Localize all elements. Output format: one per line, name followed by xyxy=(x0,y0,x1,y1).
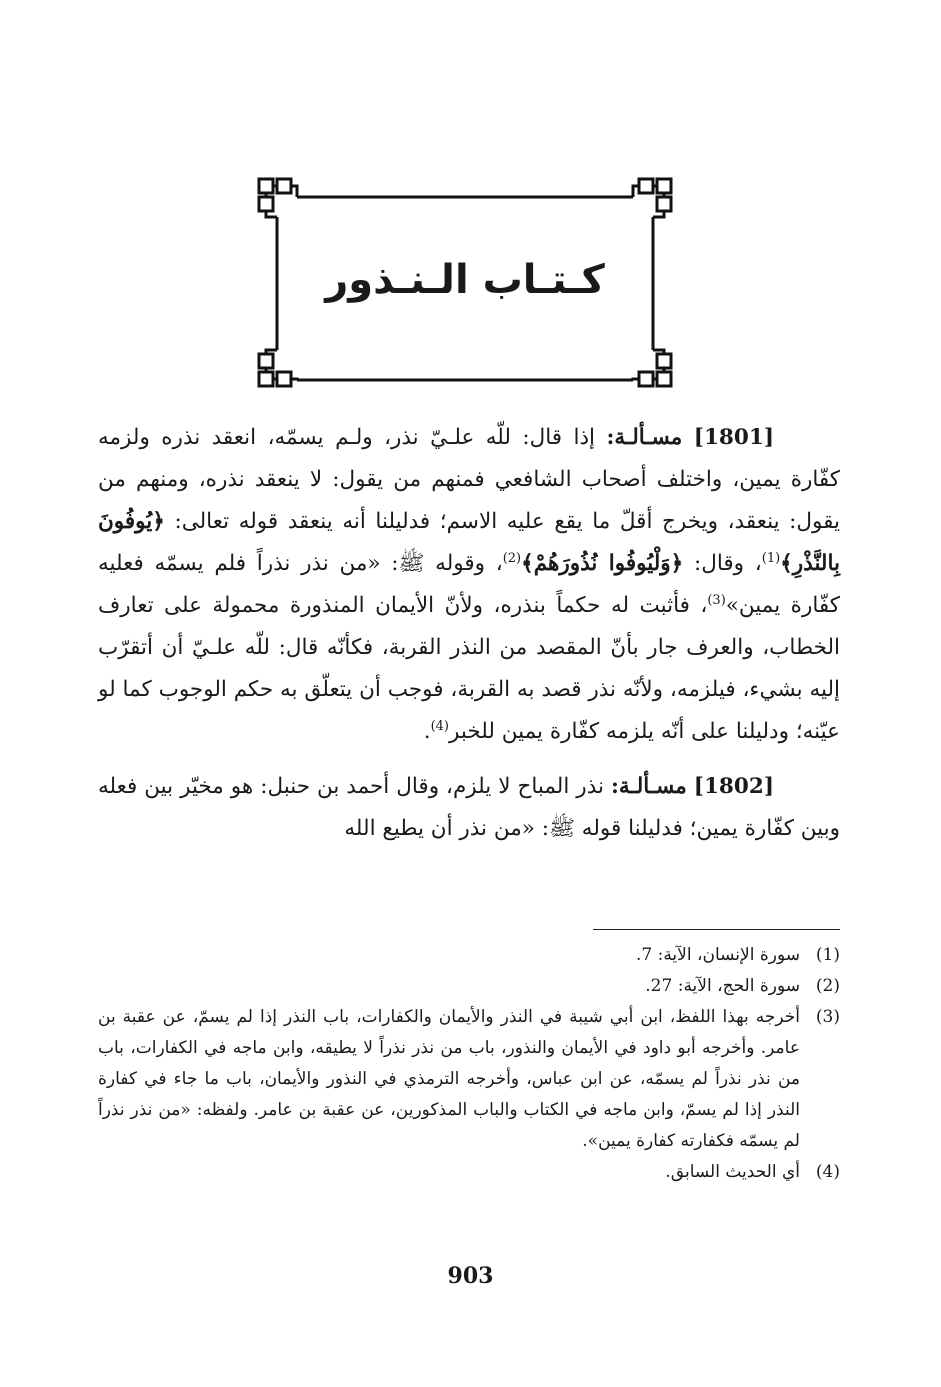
footnote-item xyxy=(98,971,840,1002)
paragraph-text: نذر المباح لا يلزم، وقال أحمد بن حنبل: هو مخيّر بين فعله وبين كفّارة يمين؛ فدليلنا قوله ﷺ: «من نذر أن يطيع الله xyxy=(98,774,840,841)
chapter-title: كـتـاب الـنـذور xyxy=(325,257,605,303)
footnote-text: أخرجه بهذا اللفظ، ابن أبي شيبة في النذر والأيمان والكفارات، باب النذر إذا لم يسمّ، عن عقبة بن عامر. وأخرجه أبو داود في الأيمان والنذور، باب من نذر نذراً لا يطيقه، وابن ماجه في الكفارات، باب من نذر نذراً لم يسمّه، عن ابن عباس، وأخرجه الترمذي في النذور والأيمان، باب ما جاء في كفارة النذر إذا لم يسمّ، وابن ماجه في الكتاب والباب المذكورين، عن عقبة بن عامر. ولفظه: «من نذر نذراً لم يسمّه فكفارته كفارة يمين». xyxy=(98,1007,800,1151)
paragraph-1801 xyxy=(98,417,840,753)
footnote-divider xyxy=(593,929,840,930)
footnote-number: (4) xyxy=(815,1162,840,1182)
footnote-ref[interactable]: (2) xyxy=(502,550,522,566)
footnote-number: (1) xyxy=(815,945,840,965)
footnote-item xyxy=(98,940,840,971)
paragraph-text: إذا قال: للّه علـيّ نذر، ولـم يسمّه، انعقد نذره ولزمه كفّارة يمين، واختلف أصحاب الشافعي فمنهم من يقول: لا ينعقد نذره، ومنهم من يقول: ينعقد، ويخرج أقلّ ما يقع عليه الاسم؛ فدليلنا أنه ينعقد قوله تعالى: xyxy=(98,425,840,534)
footnote-ref[interactable]: (4) xyxy=(430,718,449,734)
issue-label: مسـألـة: xyxy=(606,425,683,450)
issue-number: [1801] xyxy=(693,425,774,450)
paragraph-text: ، فأثبت له حكماً بنذره، ولأنّ الأيمان المنذورة محمولة على تعارف الخطاب، والعرف جار بأنّ المقصد من النذر القربة، فكأنّه قال: للّه علـيّ أن أتقرّب إليه بشيء، فيلزمه، ولأنّه نذر قصد به القربة، فوجب أن يتعلّق به حكم الوجوب كما لو عيّنه؛ ودليلنا على أنّه يلزمه كفّارة يمين للخبر xyxy=(98,593,840,744)
footnotes xyxy=(98,940,840,1188)
page-number: 903 xyxy=(447,1263,494,1289)
issue-label: مسـألـة: xyxy=(610,774,687,799)
footnote-ref[interactable]: (3) xyxy=(707,592,726,608)
footnote-ref[interactable]: (1) xyxy=(761,550,781,566)
paragraph-1802 xyxy=(98,766,840,850)
footnote-item xyxy=(98,1002,840,1157)
paragraph-text: ، وقال: xyxy=(683,551,762,576)
quran-verse: ﴿يُوفُونَ بِالنَّذْرِ﴾ xyxy=(98,509,841,576)
footnote-number: (3) xyxy=(815,1007,840,1027)
body-text xyxy=(98,417,840,863)
footnote-text: أي الحديث السابق. xyxy=(665,1162,800,1182)
paragraph-text: . xyxy=(423,719,431,744)
footnote-text: سورة الإنسان، الآية: 7. xyxy=(635,945,800,965)
footnote-number: (2) xyxy=(815,976,840,996)
footnote-item xyxy=(98,1157,840,1188)
paragraph-text: ، وقوله ﷺ: «من نذر نذراً فلم يسمّه فعليه كفّارة يمين» xyxy=(98,551,840,618)
quran-verse: ﴿وَلْيُوفُوا نُذُورَهُمْ﴾ xyxy=(521,551,684,576)
issue-number: [1802] xyxy=(693,774,774,799)
footnote-text: سورة الحج، الآية: 27. xyxy=(645,976,800,996)
